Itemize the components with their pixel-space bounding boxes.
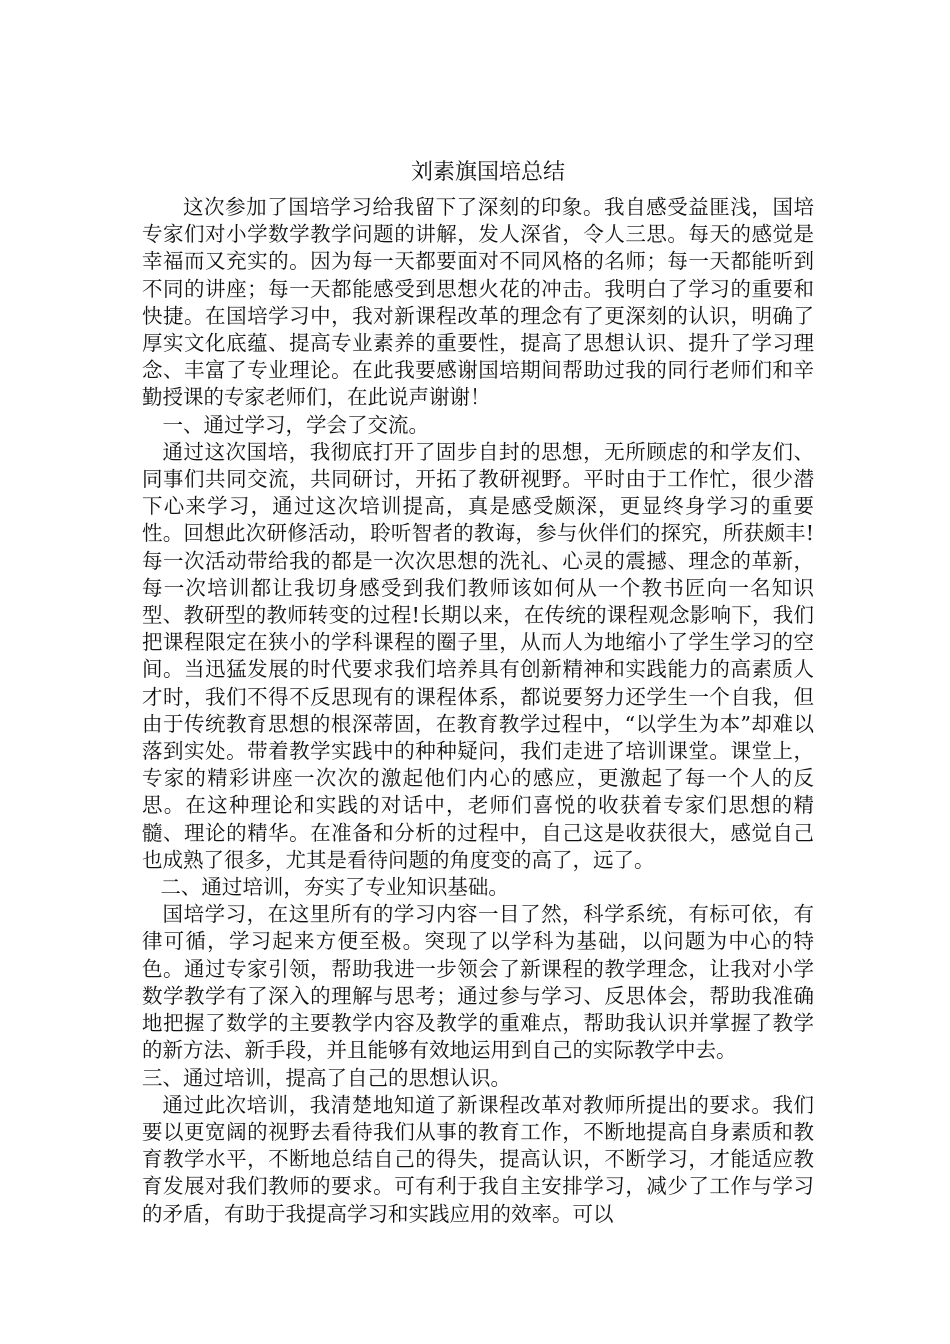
- section-paragraph-3: 通过此次培训，我清楚地知道了新课程改革对教师所提出的要求。我们要以更宽阔的视野去看待我们从事的教育工作，不断地提高自身素质和教育教学水平，不断地总结自己的得失，提高认识，不断学习，才能适应教育发展对我们教师的要求。可有利于我自主安排学习，减少了工作与学习的矛盾，有助于我提高学习和实践应用的效率。可以: [142, 1092, 814, 1226]
- document-title: 刘素旗国培总结: [410, 160, 565, 185]
- section-heading-2: 二、通过培训，夯实了专业知识基础。: [160, 875, 509, 900]
- section-heading-3: 三、通过培训，提高了自己的思想认识。: [142, 1065, 511, 1090]
- section-paragraph-1: 通过这次国培，我彻底打开了固步自封的思想，无所顾虑的和学友们、同事们共同交流，共同研讨，开拓了教研视野。平时由于工作忙，很少潜下心来学习，通过这次培训提高，真是感受颇深，更显终身学习的重要性。回想此次研修活动，聆听智者的教诲，参与伙伴们的探究，所获颇丰!每一次活动带给我的都是一次次思想的洗礼、心灵的震撼、理念的革新，每一次培训都让我切身感受到我们教师该如何从一个教书匠向一名知识型、教研型的教师转变的过程!长期以来，在传统的课程观念影响下，我们把课程限定在狭小的学科课程的圈子里，从而人为地缩小了学生学习的空间。当迅猛发展的时代要求我们培养具有创新精神和实践能力的高素质人才时，我们不得不反思现有的课程体系，都说要努力还学生一个自我，但由于传统教育思想的根深蒂固，在教育教学过程中，“以学生为本”却难以落到实处。带着教学实践中的种种疑问，我们走进了培训课堂。课堂上，专家的精彩讲座一次次的激起他们内心的感应，更激起了每一个人的反思。在这种理论和实践的对话中，老师们喜悦的收获着专家们思想的精髓、理论的精华。在准备和分析的过程中，自己这是收获很大，感觉自己也成熟了很多，尤其是看待问题的角度变的高了，远了。: [142, 439, 814, 872]
- document-page: [142, 158, 814, 1228]
- intro-paragraph: 这次参加了国培学习给我留下了深刻的印象。我自感受益匪浅，国培专家们对小学数学教学问题的讲解，发人深省，令人三思。每天的感觉是幸福而又充实的。因为每一天都要面对不同风格的名师；每一天都能听到不同的讲座；每一天都能感受到思想火花的冲击。我明白了学习的重要和快捷。在国培学习中，我对新课程改革的理念有了更深刻的认识，明确了厚实文化底蕴、提高专业素养的重要性，提高了思想认识、提升了学习理念、丰富了专业理论。在此我要感谢国培期间帮助过我的同行老师们和辛勤授课的专家老师们，在此说声谢谢！: [142, 195, 814, 410]
- section-heading-1: 一、通过学习，学会了交流。: [162, 412, 429, 437]
- section-paragraph-2: 国培学习，在这里所有的学习内容一目了然，科学系统，有标可依，有律可循，学习起来方便至极。突现了以学科为基础，以问题为中心的特色。通过专家引领，帮助我进一步领会了新课程的教学理念，让我对小学数学教学有了深入的理解与思考；通过参与学习、反思体会，帮助我准确地把握了数学的主要教学内容及教学的重难点，帮助我认识并掌握了教学的新方法、新手段，并且能够有效地运用到自己的实际教学中去。: [142, 902, 814, 1063]
